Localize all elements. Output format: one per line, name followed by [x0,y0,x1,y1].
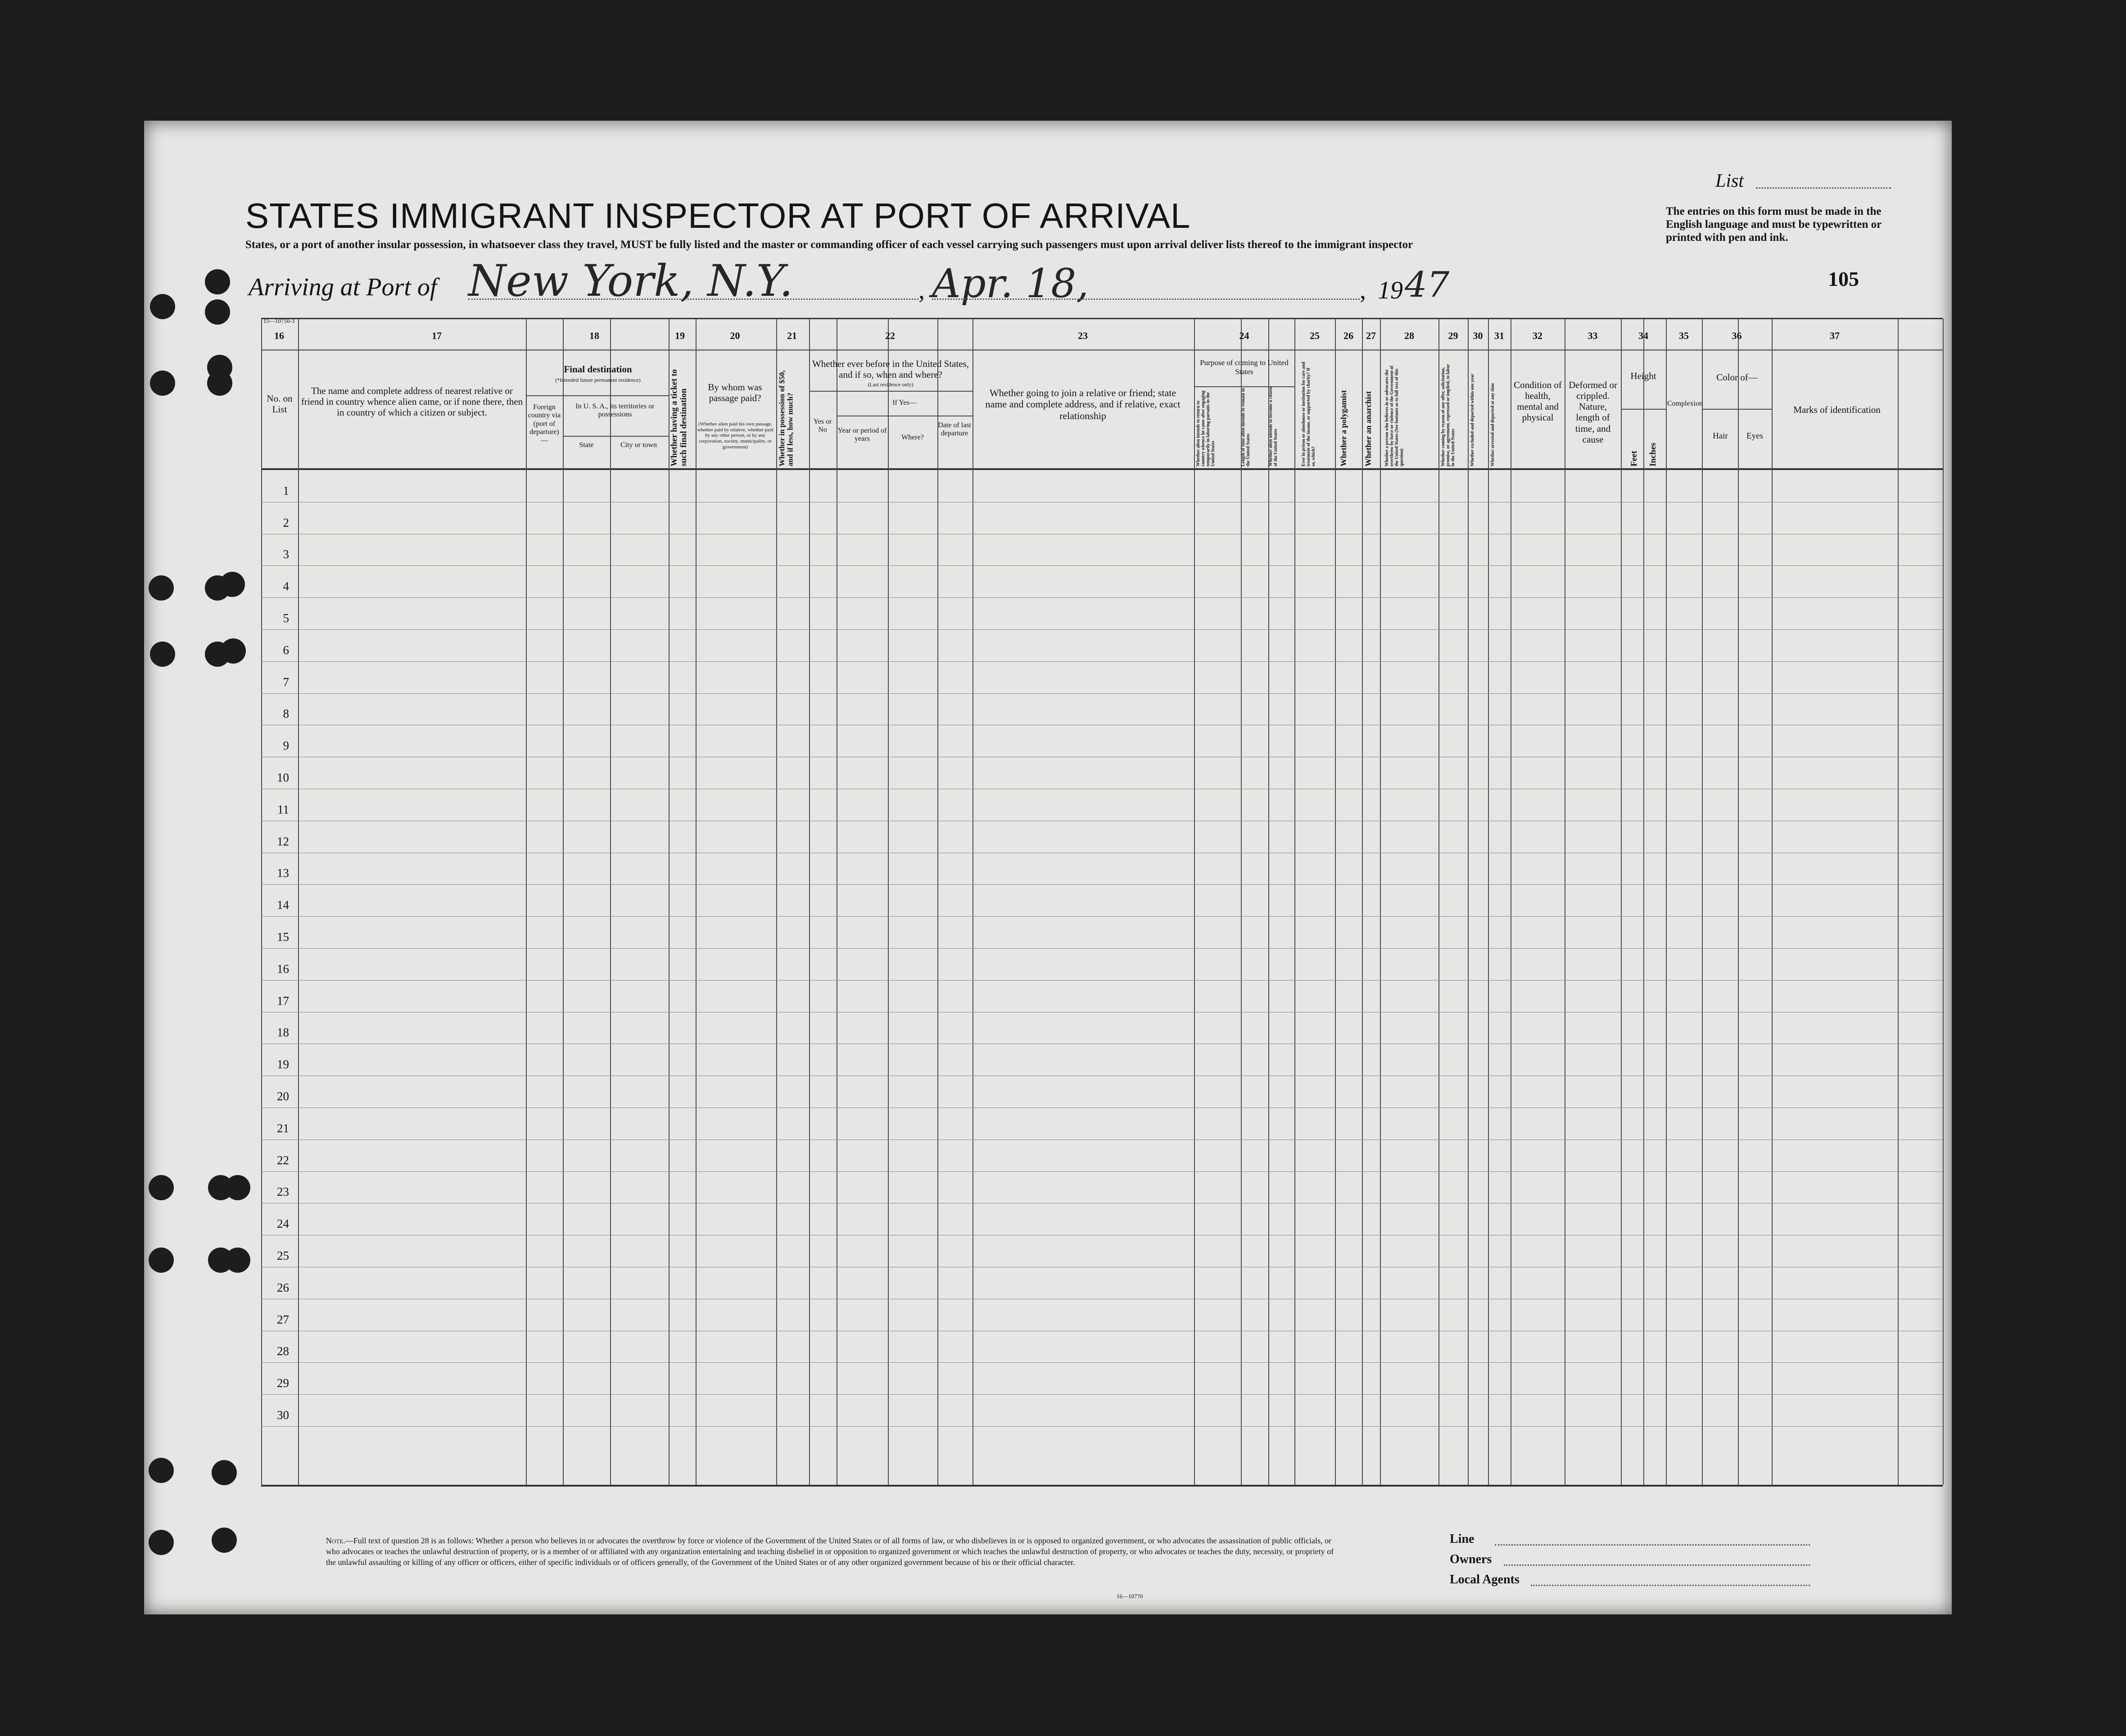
row-number: 19 [277,1058,289,1071]
col-number: 21 [787,330,797,341]
punch-hole [149,1530,174,1555]
punch-hole [150,642,175,667]
grid-subheader-line [563,436,669,437]
row-number: 4 [283,579,289,593]
row-number: 20 [277,1090,289,1103]
manifest-sheet [144,121,1952,1614]
grid-column-line [1380,319,1381,1485]
col24-return: Whether alien intends to return to country whence he came after engaging temporarily in laboring pursuits in the United States [1196,389,1216,466]
row-number: 25 [277,1249,289,1262]
col32-header: Condition of health, mental and physical [1514,380,1562,423]
form-subtitle: States, or a port of another insular possession, in whatsoever class they travel, MUST be fully listed and the master or commanding officer of each vessel carrying such passengers must upon arrival deliver lists thereof to the immigrant inspector [245,239,1413,251]
table-number-border [261,349,1943,351]
col30-header: Whether excluded and deported within one year [1470,374,1475,466]
year-handwritten: 47 [1405,265,1450,305]
col-number: 33 [1588,330,1598,341]
col20-note: (Whether alien paid his own passage, whether paid by relative, whether paid by any other person, or by any corporation, society, municipality, or government) [697,421,774,450]
grid-column-line [1488,319,1489,1485]
row-number: 16 [277,962,289,976]
punch-hole [212,1460,237,1485]
grid-column-line [809,319,810,1485]
grid-column-line [1268,319,1269,1485]
row-number: 5 [283,611,289,625]
col18-city: City or town [620,441,657,449]
port-rule [468,298,918,300]
col34-feet: Feet [1629,451,1639,466]
table-row [261,1171,1943,1172]
table-row [261,948,1943,949]
list-label: List [1715,171,1744,191]
row-number: 11 [277,802,289,816]
col-number: 18 [589,330,599,341]
table-row [261,629,1943,630]
col33-header: Deformed or crippled. Nature, length of time, and cause [1569,380,1617,445]
grid-column-line [1898,319,1899,1485]
table-row [261,1012,1943,1013]
local-agents-label: Local Agents [1450,1573,1520,1587]
col-number: 20 [730,330,740,341]
row-number: 14 [277,898,289,912]
punch-hole [149,1175,174,1200]
grid-column-line [1702,319,1703,1485]
col34-inches: Inches [1648,443,1658,466]
row-number: 24 [277,1217,289,1231]
table-row [261,661,1943,662]
col24-length: Length of time alien intends to remain in the United States [1241,387,1251,466]
col-number: 31 [1494,330,1504,341]
col36-hair: Hair [1713,431,1728,441]
grid-column-line [1362,319,1363,1485]
table-header-border [261,468,1943,470]
col22-yesno: Yes or No [813,418,832,434]
grid-column-line [298,319,299,1485]
footer-code: 16—10770 [1117,1593,1143,1600]
comma-separator: , [1360,276,1366,304]
punch-hole [149,1248,174,1273]
table-row [261,884,1943,885]
table-row [261,693,1943,694]
grid-column-line [1468,319,1469,1485]
port-handwritten: New York, N.Y. [468,256,793,306]
punch-hole [212,1528,237,1553]
col-number: 19 [675,330,685,341]
col-number: 36 [1732,330,1742,341]
grid-column-line [1738,319,1739,1485]
date-handwritten: Apr. 18, [932,260,1089,307]
row-number: 10 [277,771,289,784]
col-number: 37 [1830,330,1840,341]
row-number: 26 [277,1280,289,1294]
col22-header: Whether ever before in the United States, and if so, when and where? [812,358,969,380]
grid-column-line [1241,319,1242,1485]
table-bottom-border [261,1485,1943,1487]
col-number: 29 [1448,330,1458,341]
col20-header: By whom was passage paid? [708,382,762,404]
row-number: 21 [277,1121,289,1135]
row-number: 17 [277,994,289,1008]
col28-header: Whether a person who believes in or advocates the overthrow by force or violence of the Government of the United States (See footnote as to full text of this question) [1384,364,1404,466]
col36-header: Color of— [1716,372,1758,383]
col22-where: Where? [901,434,924,441]
col-number: 32 [1533,330,1542,341]
row-number: 23 [277,1185,289,1199]
table-row [261,565,1943,566]
col22-year: Year or period of years [837,427,887,443]
grid-subheader-line [1621,409,1666,410]
punch-hole [150,294,175,319]
grid-column-line [1643,319,1644,1485]
row-number: 13 [277,866,289,880]
table-row [261,980,1943,981]
grid-column-line [610,319,611,1485]
table-row [261,1362,1943,1363]
row-number: 29 [277,1376,289,1390]
col-number: 35 [1679,330,1689,341]
col-number: 26 [1343,330,1353,341]
col16-header: No. on List [267,393,293,415]
col24-header: Purpose of coming to United States [1200,358,1289,376]
footnote [326,1535,1334,1568]
row-number: 12 [277,834,289,848]
year-prefix: 19 [1378,276,1403,304]
col19-header: Whether having a ticket to such final destination [669,367,688,466]
col29-header: Whether coming by reason of any offer, solicitation, promise, or agreement, expressed or implied, to labor in the United States [1441,363,1456,466]
row-number: 1 [283,484,289,497]
col-number: 17 [432,330,442,341]
instructions: The entries on this form must be made in the English language and must be typewritten or printed with pen and ink. [1666,205,1882,244]
col-number: 27 [1366,330,1376,341]
row-number: 27 [277,1312,289,1326]
grid-column-line [1335,319,1336,1485]
col-number: 30 [1473,330,1483,341]
col26-header: Whether a polygamist [1339,390,1348,466]
grid-subheader-line [1702,409,1772,410]
col-number: 25 [1310,330,1320,341]
row-number: 22 [277,1153,289,1167]
col-number: 24 [1239,330,1249,341]
col22-departure: Date of last departure [938,421,971,438]
row-number: 3 [283,547,289,561]
col18-foreign: Foreign country via (port of departure)— [528,403,561,444]
col-number: 28 [1404,330,1414,341]
grid-column-line [1294,319,1295,1485]
col37-header: Marks of identification [1793,404,1881,415]
grid-column-line [563,319,564,1485]
grid-column-line [696,319,697,1485]
grid-column-line [1943,319,1944,1485]
grid-column-line [1621,319,1622,1485]
col27-header: Whether an anarchist [1364,391,1373,466]
table-row [261,1394,1943,1395]
table-row [261,1426,1943,1427]
col21-header: Whether in possession of $50, and if less, how much? [778,368,795,466]
grid-subheader-line [809,391,973,392]
punch-hole [149,575,174,601]
grid-column-line [526,319,527,1485]
col34-header: Height [1630,371,1656,381]
row-number: 28 [277,1344,289,1358]
col24-citizen: Whether alien intends to become a citizen of the United States [1268,385,1278,466]
grid-column-line [888,319,889,1485]
punch-hole [225,1175,250,1200]
grid-column-line [776,319,777,1485]
col18-header: Final destination [564,364,632,375]
col22-ifyes: If Yes— [892,399,917,407]
punch-hole [205,269,230,294]
punch-hole [207,355,232,380]
col17-header: The name and complete address of nearest relative or friend in country whence alien came, or if none there, then in country of which a citizen or subject. [301,385,523,418]
col36-eyes: Eyes [1746,431,1763,441]
owners-rule [1504,1564,1810,1566]
grid-column-line [1772,319,1773,1485]
row-number: 7 [283,675,289,689]
row-number: 15 [277,930,289,944]
line-label: Line [1450,1532,1475,1546]
date-rule [932,298,1360,300]
line-rule [1495,1544,1810,1546]
row-number: 6 [283,643,289,657]
owners-label: Owners [1450,1552,1492,1566]
table-row [261,1139,1943,1140]
col18-note: (*Intended future permanent residence) [555,377,641,383]
row-number: 18 [277,1026,289,1040]
col35-header: Complexion [1667,400,1703,407]
col-number: 22 [885,330,895,341]
punch-hole [149,1458,174,1483]
col18-usa: In U. S. A., its territories or possessions [575,402,655,419]
col23-header: Whether going to join a relative or friend; state name and complete address, and if relative, exact relationship [985,387,1181,421]
punch-hole [205,299,230,325]
punch-hole [225,1248,250,1273]
col22-note: (Last residence only) [868,381,914,388]
table-top-border [261,318,1943,319]
footnote-lead: Note. [326,1536,345,1545]
form-title: STATES IMMIGRANT INSPECTOR AT PORT OF ARRIVAL [245,196,1191,235]
col18-state: State [579,441,594,449]
col25-header: Ever in prison or almshouse or institution for care and treatment of the insane, or supported by charity? If so, which? [1301,361,1316,466]
punch-hole [150,371,175,396]
col-number: 23 [1078,330,1088,341]
comma-separator: , [918,276,925,304]
col-number: 34 [1638,330,1648,341]
punch-hole [220,572,245,597]
col-number: 16 [274,330,284,341]
row-number: 30 [277,1408,289,1422]
grid-column-line [1438,319,1439,1485]
table-row [261,916,1943,917]
col31-header: Whether arrested and deported at any time [1490,383,1495,466]
punch-hole [221,638,246,664]
row-number: 2 [283,515,289,529]
local-agents-rule [1531,1585,1810,1586]
list-rule [1756,187,1891,189]
grid-subheader-line [526,395,669,396]
arriving-label: Arriving at Port of [249,273,437,301]
row-number: 9 [283,739,289,753]
page-number: 105 [1828,267,1859,290]
row-number: 8 [283,707,289,721]
grid-column-line [937,319,938,1485]
form-code: 15—10750-3 [263,317,295,324]
grid-column-line [1194,319,1195,1485]
footnote-text: —Full text of question 28 is as follows: Whether a person who believes in or advocates the overthrow by force or violence of the Government of the United States or of all forms of law, or who disbelieves in or is opposed to organized government, or who advocates the assassination of public officials, or who advocates or teaches the unlawful destruction of property, or is a member of or affiliated with any organization entertaining and teaching disbelief in or opposition to organized government or which teaches the unlawful destruction of property, or who advocates or teaches the duty, necessity, or propriety of the unlawful assaulting or killing of any officer or officers, either of specific individuals or of officers generally, of the Government of the United States or of any other organized government because of his or their official character. [326,1536,1334,1567]
table-row [261,597,1943,598]
grid-column-line [1666,319,1667,1485]
